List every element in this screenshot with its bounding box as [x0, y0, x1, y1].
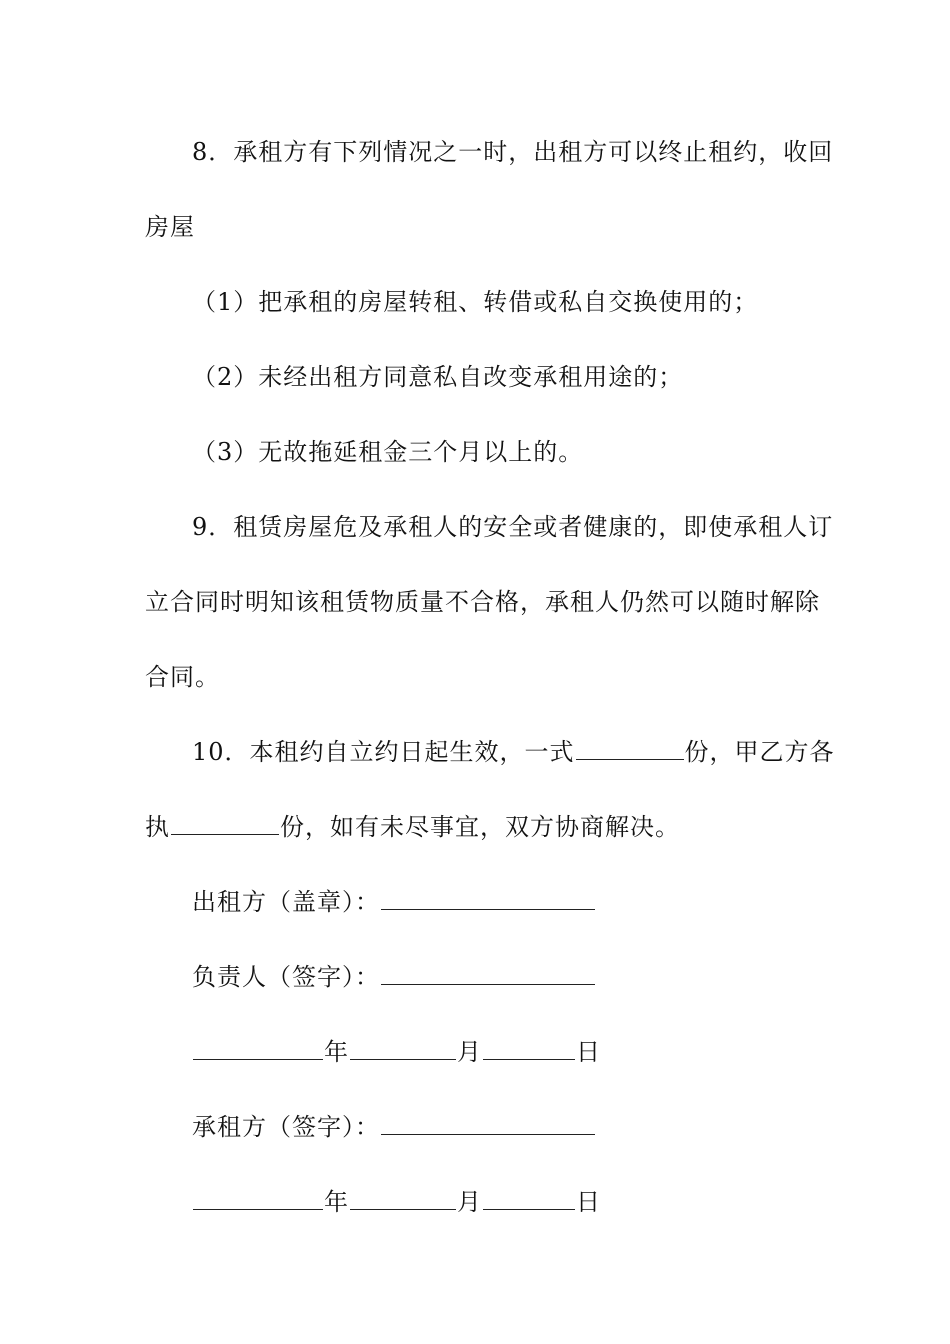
year-label-2: 年	[324, 1188, 349, 1216]
month-blank-1[interactable]	[350, 1037, 456, 1060]
copies-each-blank[interactable]	[171, 812, 279, 835]
lessor-seal-label: 出租方（盖章）：	[192, 888, 380, 916]
clause-10-text-d: 份，如有未尽事宜，双方协商解决。	[280, 813, 680, 841]
lessor-seal-row	[192, 887, 596, 917]
month-blank-2[interactable]	[350, 1187, 456, 1210]
lessee-sign-blank[interactable]	[381, 1112, 595, 1135]
clause-9-line-2: 立合同时明知该租赁物质量不合格，承租人仍然可以随时解除	[145, 588, 820, 616]
clause-10-line-1	[192, 737, 835, 767]
clause-10-line-2	[145, 812, 680, 842]
responsible-sign-row	[192, 962, 596, 992]
month-label-1: 月	[457, 1038, 482, 1066]
clause-10-text-b: 份，甲乙方各	[684, 738, 835, 766]
responsible-sign-label: 负责人（签字）：	[192, 963, 380, 991]
month-label-2: 月	[457, 1188, 482, 1216]
day-blank-1[interactable]	[483, 1037, 575, 1060]
clause-10-text-a: 10．本租约自立约日起生效，一式	[192, 738, 575, 766]
copies-total-blank[interactable]	[576, 737, 684, 760]
clause-8-line-1: 8．承租方有下列情况之一时，出租方可以终止租约，收回	[192, 138, 834, 166]
clause-9-line-3: 合同。	[145, 663, 220, 691]
year-blank-2[interactable]	[193, 1187, 323, 1210]
date-row-2	[192, 1187, 601, 1217]
lessee-sign-row	[192, 1112, 596, 1142]
day-label-1: 日	[576, 1038, 601, 1066]
clause-10-text-c: 执	[145, 813, 170, 841]
lessor-seal-blank[interactable]	[381, 887, 595, 910]
responsible-sign-blank[interactable]	[381, 962, 595, 985]
year-blank-1[interactable]	[193, 1037, 323, 1060]
day-label-2: 日	[576, 1188, 601, 1216]
clause-8-item-2: （2）未经出租方同意私自改变承租用途的；	[192, 363, 684, 391]
day-blank-2[interactable]	[483, 1187, 575, 1210]
clause-8-line-2: 房屋	[145, 213, 195, 241]
clause-8-item-1: （1）把承租的房屋转租、转借或私自交换使用的；	[192, 288, 759, 316]
lessee-sign-label: 承租方（签字）：	[192, 1113, 380, 1141]
date-row-1	[192, 1037, 601, 1067]
clause-9-line-1: 9．租赁房屋危及承租人的安全或者健康的，即使承租人订	[192, 513, 834, 541]
year-label-1: 年	[324, 1038, 349, 1066]
clause-8-item-3: （3）无故拖延租金三个月以上的。	[192, 438, 584, 466]
